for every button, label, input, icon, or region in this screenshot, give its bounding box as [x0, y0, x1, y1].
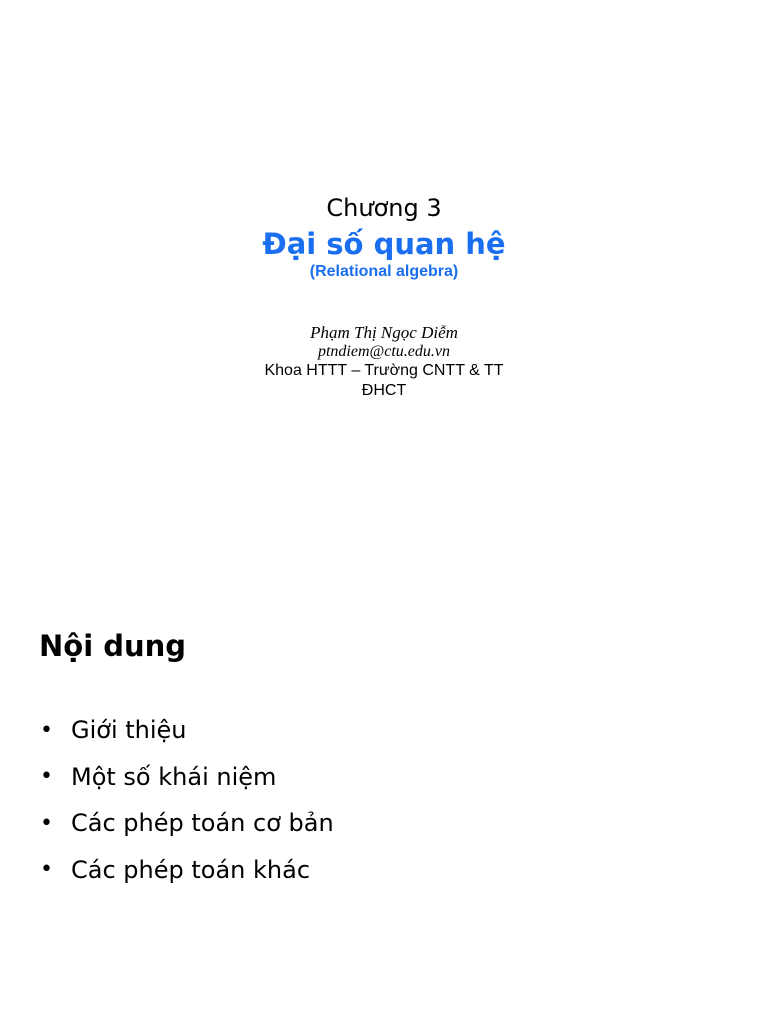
list-item: [40, 707, 334, 754]
author-name: Phạm Thị Ngọc Diễm: [310, 323, 458, 342]
list-item: [40, 847, 334, 894]
contents-list: [40, 707, 334, 893]
affiliation-line-1: Khoa HTTT – Trường CNTT & TT: [264, 362, 504, 379]
list-item: [40, 800, 334, 847]
contents-slide: [0, 512, 768, 1024]
list-item-label: Các phép toán khác: [71, 855, 311, 884]
list-item-label: Các phép toán cơ bản: [71, 809, 334, 838]
section-heading: Nội dung: [39, 629, 187, 663]
list-item-label: Một số khái niệm: [71, 762, 277, 791]
bullet-icon: •: [40, 764, 53, 790]
affiliation-line-2: ĐHCT: [361, 382, 407, 399]
slide-title: Đại số quan hệ: [262, 227, 506, 261]
bullet-icon: •: [40, 717, 53, 743]
slide-subtitle: (Relational algebra): [309, 263, 459, 280]
bullet-icon: •: [40, 810, 53, 836]
bullet-icon: •: [40, 857, 53, 883]
author-email: ptndiem@ctu.edu.vn: [317, 343, 450, 360]
chapter-label: Chương 3: [326, 194, 442, 222]
list-item-label: Giới thiệu: [71, 716, 187, 745]
list-item: [40, 754, 334, 801]
